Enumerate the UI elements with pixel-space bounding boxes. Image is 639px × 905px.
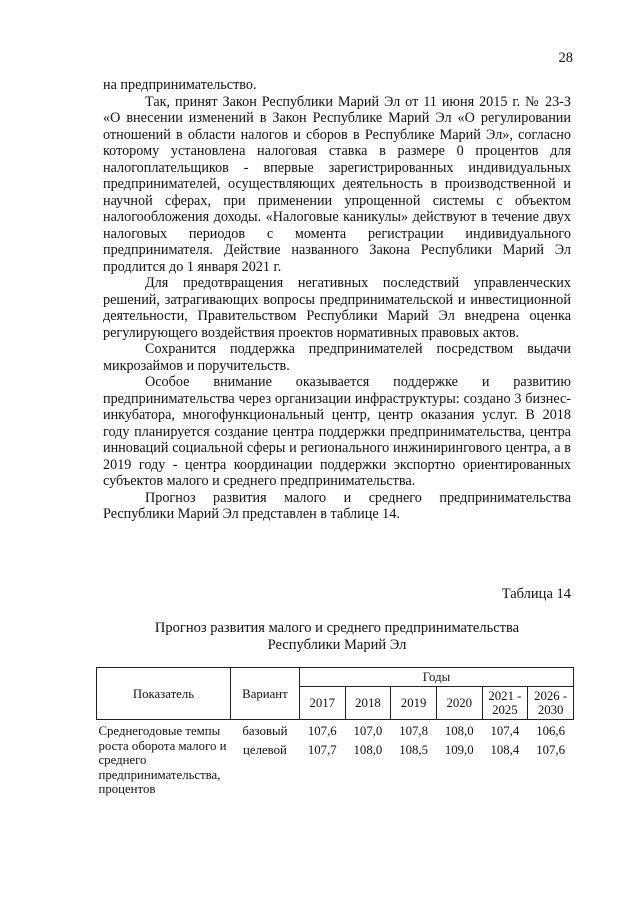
header-year: 2018 [345, 687, 391, 720]
table-label: Таблица 14 [501, 586, 571, 602]
variant-cell [230, 720, 299, 797]
value-cell [345, 720, 391, 797]
paragraph: Для предотвращения негативных последствий управленческих решений, затрагивающих вопросы предпринимательской и инвестиционной деятельности, Правительством Республики Марий Эл внедрена оценка регулирующего воздействия проектов нормативных правовых актов. [103, 275, 571, 341]
variant-label: базовый [242, 724, 288, 738]
header-indicator: Показатель [97, 668, 231, 720]
value-cell [391, 720, 437, 797]
value-base: 107,8 [399, 724, 428, 738]
value-base: 107,6 [307, 724, 337, 738]
value-base: 106,6 [536, 724, 566, 738]
header-year: 2021 - 2025 [482, 687, 528, 720]
value-target: 108,4 [490, 743, 520, 757]
table-title-line: Прогноз развития малого и среднего предпринимательства [154, 620, 520, 636]
header-year: 2017 [299, 687, 345, 720]
value-base: 107,0 [353, 724, 383, 738]
header-years: Годы [299, 668, 573, 687]
header-year: 2019 [391, 687, 437, 720]
indicator-line: предпринимательства, [98, 767, 221, 782]
value-cell [482, 720, 528, 797]
indicator-cell [97, 720, 231, 797]
value-cell [299, 720, 345, 797]
table-row [97, 720, 574, 797]
indicator-line: роста оборота малого и [98, 738, 227, 753]
value-target: 108,5 [399, 743, 428, 757]
value-cell [528, 720, 574, 797]
header-variant: Вариант [230, 668, 299, 720]
indicator-line: Среднегодовые темпы [98, 724, 221, 738]
value-base: 107,4 [490, 724, 520, 738]
variant-label: целевой [243, 743, 287, 757]
table-header-row [97, 668, 574, 687]
paragraph: Сохранится поддержка предпринимателей посредством выдачи микрозаймов и поручительств. [103, 341, 571, 374]
header-year: 2026 - 2030 [528, 687, 574, 720]
value-target: 107,6 [536, 743, 566, 757]
value-target: 108,0 [353, 743, 383, 757]
forecast-table [96, 667, 574, 797]
value-base: 108,0 [444, 724, 474, 738]
value-cell [436, 720, 482, 797]
page-number: 28 [558, 50, 573, 66]
value-target: 109,0 [444, 743, 474, 757]
table-title [103, 620, 571, 654]
paragraph: Прогноз развития малого и среднего предпринимательства Республики Марий Эл представлен в таблице 14. [103, 489, 571, 522]
paragraph: на предпринимательство. [103, 77, 257, 93]
indicator-line: процентов [98, 782, 156, 796]
header-year: 2020 [436, 687, 482, 720]
paragraph: Особое внимание оказывается поддержке и развитию предпринимательства через организации инфраструктуры: создано 3 бизнес-инкубатора, многофункциональный центр, центр оказания услуг. В 2018 году планируется создание центра поддержки предпринимательства, центра инноваций социальной сферы и регионального инжинирингового центра, а в 2019 году - центра координации поддержки экспортно ориентированных субъектов малого и среднего предпринимательства. [103, 374, 571, 489]
paragraph: Так, принят Закон Республики Марий Эл от 11 июня 2015 г. № 23-З «О внесении изменений в Закон Республике Марий Эл «О регулировании отношений в области налогов и сборов в Республике Марий Эл», согласно которому установлена налоговая ставка в размере 0 процентов для налогоплательщиков - впервые зарегистрированных индивидуальных предпринимателей, осуществляющих деятельность в производственной и научной сферах, при применении упрощенной системы с объектом налогообложения доходы. «Налоговые каникулы» действуют в течение двух налоговых периодов с момента регистрации индивидуального предпринимателя. Действие названного Закона Республики Марий Эл продлится до 1 января 2021 г. [103, 93, 571, 275]
body-text [103, 77, 571, 523]
table-title-line: Республики Марий Эл [267, 637, 407, 653]
indicator-line: среднего [98, 753, 147, 767]
value-target: 107,7 [307, 743, 337, 757]
